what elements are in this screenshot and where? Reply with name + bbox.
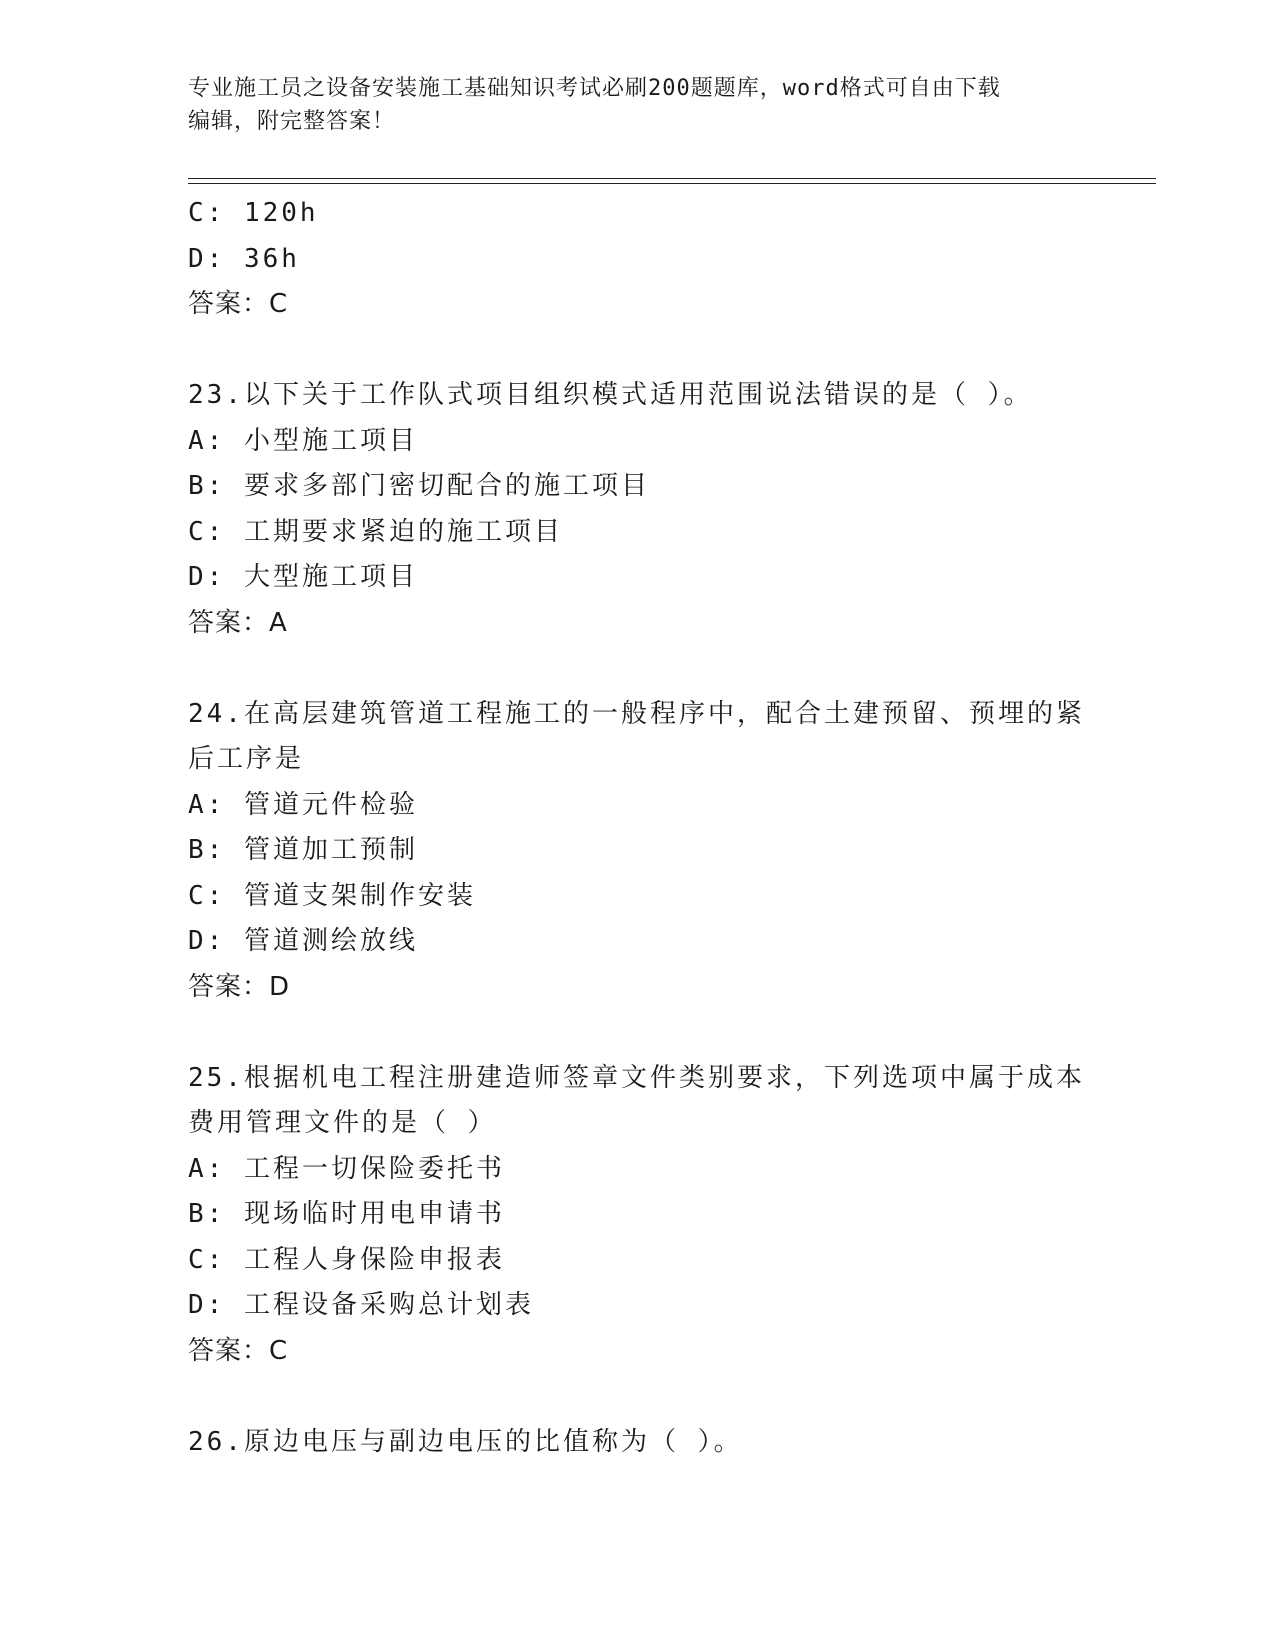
option-d: D: 工程设备采购总计划表 (188, 1290, 534, 1320)
document-header (188, 72, 1088, 138)
spacer (188, 646, 1088, 692)
question-stem: 26.原边电压与副边电压的比值称为（ ）。 (188, 1426, 743, 1457)
question-stem-line-1: 24.在高层建筑管道工程施工的一般程序中，配合土建预留、预埋的紧 (188, 698, 1085, 729)
answer-line: 答案：C (188, 1335, 289, 1366)
option-c: C: 120h (188, 198, 319, 228)
spacer (188, 1374, 1088, 1420)
option-c: C: 管道支架制作安装 (188, 880, 476, 911)
option-c: C: 工期要求紧迫的施工项目 (188, 516, 563, 547)
option-d: D: 36h (188, 243, 300, 274)
question-22-tail (188, 191, 1088, 328)
option-c: C: 工程人身保险申报表 (188, 1244, 505, 1275)
option-d: D: 大型施工项目 (188, 562, 418, 592)
question-23 (188, 373, 1088, 646)
question-24 (188, 692, 1088, 1011)
spacer (188, 328, 1088, 374)
header-title-line-2: 编辑，附完整答案！ (188, 109, 396, 134)
answer-line: 答案：A (188, 607, 288, 638)
header-title-line-1: 专业施工员之设备安装施工基础知识考试必刷200题题库，word格式可自由下载 (188, 76, 1001, 101)
question-25 (188, 1056, 1088, 1375)
question-26 (188, 1420, 1088, 1466)
question-stem-line-2: 后工序是 (188, 744, 305, 774)
question-list (188, 191, 1088, 1465)
spacer (188, 1010, 1088, 1056)
option-b: B: 管道加工预制 (188, 835, 418, 865)
question-stem-line-2: 费用管理文件的是（ ） (188, 1108, 497, 1138)
question-stem-line-1: 25.根据机电工程注册建造师签章文件类别要求，下列选项中属于成本 (188, 1062, 1085, 1093)
header-divider-bottom (188, 183, 1156, 184)
question-stem: 23.以下关于工作队式项目组织模式适用范围说法错误的是（ ）。 (188, 380, 1033, 410)
option-a: A: 小型施工项目 (188, 425, 418, 456)
option-a: A: 管道元件检验 (188, 789, 418, 820)
answer-line: 答案：C (188, 289, 289, 319)
option-b: B: 要求多部门密切配合的施工项目 (188, 471, 650, 501)
option-b: B: 现场临时用电申请书 (188, 1199, 505, 1229)
option-d: D: 管道测绘放线 (188, 926, 418, 956)
header-divider-top (188, 178, 1156, 179)
answer-line: 答案：D (188, 971, 291, 1002)
option-a: A: 工程一切保险委托书 (188, 1153, 505, 1184)
